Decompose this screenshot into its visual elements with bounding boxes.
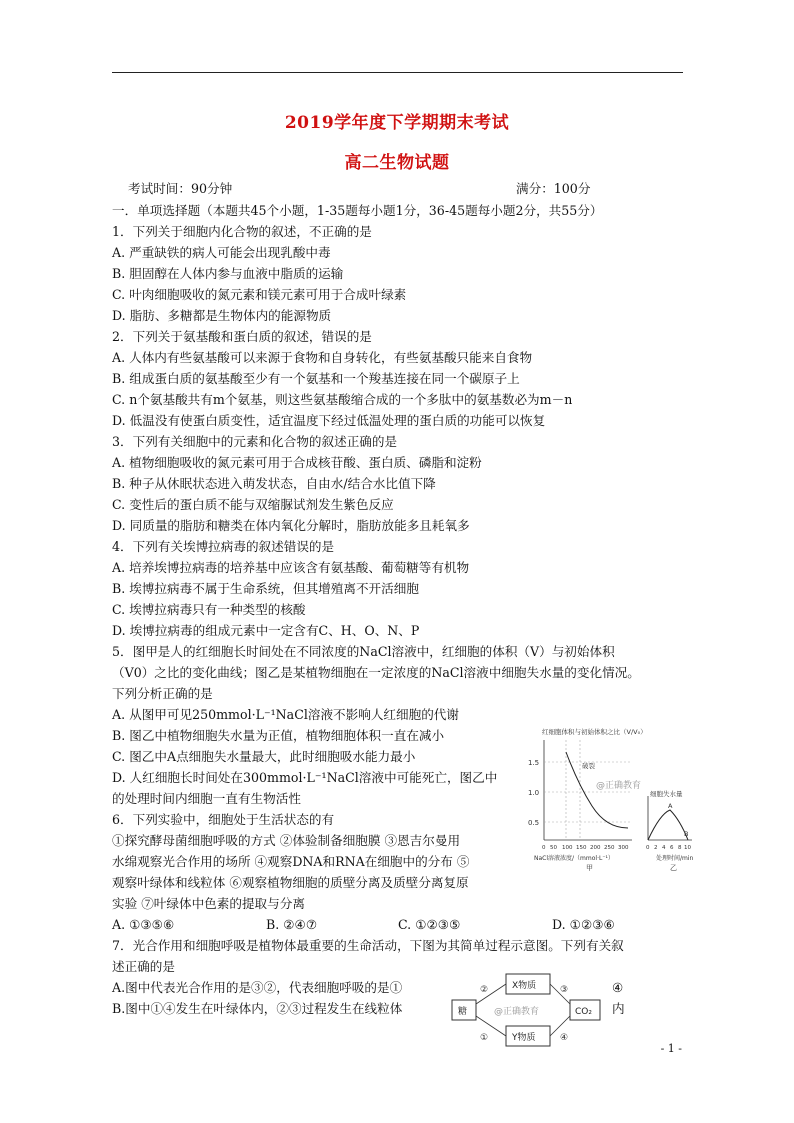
q1-option-d: D. 脂肪、多糖都是生物体内的能源物质 — [112, 308, 332, 323]
q4-stem: 4．下列有关埃博拉病毒的叙述错误的是 — [112, 539, 335, 554]
q5-stem-line1: 5．图甲是人的红细胞长时间处在不同浓度的NaCl溶液中，红细胞的体积（V）与初始体积 — [112, 644, 615, 659]
jia-xtick-50: 50 — [550, 845, 557, 851]
yi-xtick-10: 10 — [684, 845, 691, 851]
jia-xtick-150: 150 — [576, 845, 587, 851]
yi-xtick-6: 6 — [670, 845, 674, 851]
jia-caption: 甲 — [586, 864, 593, 872]
q2-option-d: D. 低温没有使蛋白质变性，适宜温度下经过低温处理的蛋白质的功能可以恢复 — [112, 413, 546, 428]
q5-option-d-line1: D. 人红细胞长时间处在300mmol·L⁻¹NaCl溶液中可能死亡，图乙中 — [112, 770, 498, 785]
q5-option-c: C. 图乙中A点细胞失水量最大，此时细胞吸水能力最小 — [112, 749, 416, 764]
jia-xtick-250: 250 — [604, 845, 615, 851]
exam-title: 2019学年度下学期期末考试 — [284, 113, 510, 133]
q7-option-a-tail: ④ — [612, 980, 624, 995]
jia-xtick-100: 100 — [562, 845, 573, 851]
q6-items-line2: 水绵观察光合作用的场所 ④观察DNA和RNA在细胞中的分布 ⑤ — [112, 854, 470, 869]
box-x-label: X物质 — [512, 981, 537, 991]
q1-stem: 1．下列关于细胞内化合物的叙述，不正确的是 — [112, 224, 372, 239]
yi-point-a: A — [668, 802, 673, 810]
q7-option-b: B.图中①④发生在叶绿体内，②③过程发生在线粒体 — [112, 1001, 403, 1016]
q5-stem-line2: （V0）之比的变化曲线；图乙是某植物细胞在一定浓度的NaCl溶液中细胞失水量的变化情况。 — [112, 665, 640, 680]
q4-option-b: B. 埃博拉病毒不属于生命系统，但其增殖离不开活细胞 — [112, 581, 419, 596]
q3-option-a: A. 植物细胞吸收的氮元素可用于合成核苷酸、蛋白质、磷脂和淀粉 — [112, 455, 482, 470]
q6-option-c: C. ①②③⑤ — [398, 917, 461, 932]
yi-xtick-2: 2 — [654, 845, 658, 851]
q7-option-b-tail: 内 — [612, 1001, 625, 1016]
q5-option-b: B. 图乙中植物细胞失水量为正值，植物细胞体积一直在减小 — [112, 728, 445, 743]
q6-items-line4: 实验 ⑦叶绿体中色素的提取与分离 — [112, 896, 305, 911]
q6-stem: 6．下列实验中，细胞处于生活状态的有 — [112, 812, 335, 827]
jia-xtick-300: 300 — [618, 845, 629, 851]
jia-watermark: @正确教育 — [596, 781, 642, 791]
q4-option-d: D. 埃博拉病毒的组成元素中一定含有C、H、O、N、P — [112, 623, 420, 638]
q5-figure — [520, 722, 696, 872]
q7-watermark: @正确教育 — [494, 1007, 540, 1017]
jia-xtick-200: 200 — [590, 845, 601, 851]
section-heading: 一．单项选择题（本题共45个小题，1-35题每小题1分，36-45题每小题2分，共55分） — [112, 203, 603, 218]
q2-option-b: B. 组成蛋白质的氨基酸至少有一个氨基和一个羧基连接在同一个碳原子上 — [112, 371, 520, 386]
label-2: ② — [480, 985, 489, 995]
yi-caption: 乙 — [670, 864, 677, 872]
box-sugar-label: 糖 — [458, 1007, 468, 1017]
yi-xtick-4: 4 — [662, 845, 666, 851]
q5-stem-line3: 下列分析正确的是 — [112, 686, 213, 701]
yi-xlabel: 处理时间/min — [656, 855, 694, 862]
jia-ylabel: 红细胞体积与初始体积之比（V/V₀） — [542, 728, 647, 736]
yi-ylabel: 细胞失水量 — [650, 790, 683, 798]
exam-time: 考试时间：90分钟 — [128, 181, 233, 196]
box-y-label: Y物质 — [512, 1033, 536, 1043]
q1-option-a: A. 严重缺铁的病人可能会出现乳酸中毒 — [112, 245, 331, 260]
yi-curve — [648, 810, 688, 840]
q3-option-c: C. 变性后的蛋白质不能与双缩脲试剂发生紫色反应 — [112, 497, 394, 512]
q1-option-b: B. 胆固醇在人体内参与血液中脂质的运输 — [112, 266, 344, 281]
jia-curve-label: 破裂 — [582, 762, 595, 770]
q7-figure-svg — [448, 970, 608, 1050]
jia-ytick-1-5: 1.5 — [528, 759, 540, 767]
q7-stem-line2: 述正确的是 — [112, 959, 175, 974]
q2-option-c: C. n个氨基酸共有m个氨基，则这些氨基酸缩合成的一个多肽中的氨基数必为m－n — [112, 392, 573, 407]
q4-option-c: C. 埃博拉病毒只有一种类型的核酸 — [112, 602, 306, 617]
label-3: ③ — [560, 985, 569, 995]
q5-figure-svg — [520, 722, 696, 872]
q5-option-a: A. 从图甲可见250mmol·L⁻¹NaCl溶液不影响人红细胞的代谢 — [112, 707, 459, 722]
page-number: - 1 - — [660, 1042, 682, 1055]
yi-xtick-0: 0 — [646, 845, 650, 851]
jia-xtick-0: 0 — [542, 845, 546, 851]
q7-figure — [448, 970, 608, 1050]
q4-option-a: A. 培养埃博拉病毒的培养基中应该含有氨基酸、葡萄糖等有机物 — [112, 560, 470, 575]
q7-option-a: A.图中代表光合作用的是③②，代表细胞呼吸的是① — [112, 980, 403, 995]
label-1: ① — [480, 1033, 489, 1043]
exam-score: 满分：100分 — [516, 181, 591, 196]
q1-option-c: C. 叶肉细胞吸收的氮元素和镁元素可用于合成叶绿素 — [112, 287, 407, 302]
q7-stem-line1: 7．光合作用和细胞呼吸是植物体最重要的生命活动，下图为其简单过程示意图。下列有关叙 — [112, 938, 624, 953]
label-4: ④ — [560, 1033, 569, 1043]
jia-ytick-0-5: 0.5 — [528, 819, 540, 827]
jia-ytick-1-0: 1.0 — [528, 789, 540, 797]
q6-option-a: A. ①③⑤⑥ — [112, 917, 175, 932]
q6-items-line3: 观察叶绿体和线粒体 ⑥观察植物细胞的质壁分离及质壁分离复原 — [112, 875, 469, 890]
exam-subtitle: 高二生物试题 — [344, 153, 450, 173]
q2-option-a: A. 人体内有些氨基酸可以来源于食物和自身转化，有些氨基酸只能来自食物 — [112, 350, 533, 365]
q6-option-d: D. ①②③⑥ — [552, 917, 615, 932]
jia-xlabel: NaCl溶液浓度/（mmol·L⁻¹） — [534, 855, 614, 862]
q3-option-d: D. 同质量的脂肪和糖类在体内氧化分解时，脂肪放能多且耗氧多 — [112, 518, 470, 533]
q2-stem: 2．下列关于氨基酸和蛋白质的叙述，错误的是 — [112, 329, 372, 344]
yi-xtick-8: 8 — [678, 845, 682, 851]
header-rule — [112, 72, 683, 73]
q5-option-d-line2: 的处理时间内细胞一直有生物活性 — [112, 791, 301, 806]
q3-option-b: B. 种子从休眠状态进入萌发状态，自由水/结合水比值下降 — [112, 476, 436, 491]
q6-items-line1: ①探究酵母菌细胞呼吸的方式 ②体验制备细胞膜 ③恩吉尔曼用 — [112, 833, 461, 848]
q3-stem: 3．下列有关细胞中的元素和化合物的叙述正确的是 — [112, 434, 398, 449]
box-co2-label: CO₂ — [575, 1007, 592, 1017]
yi-point-b: B — [684, 830, 689, 838]
q6-option-b: B. ②④⑦ — [266, 917, 318, 932]
